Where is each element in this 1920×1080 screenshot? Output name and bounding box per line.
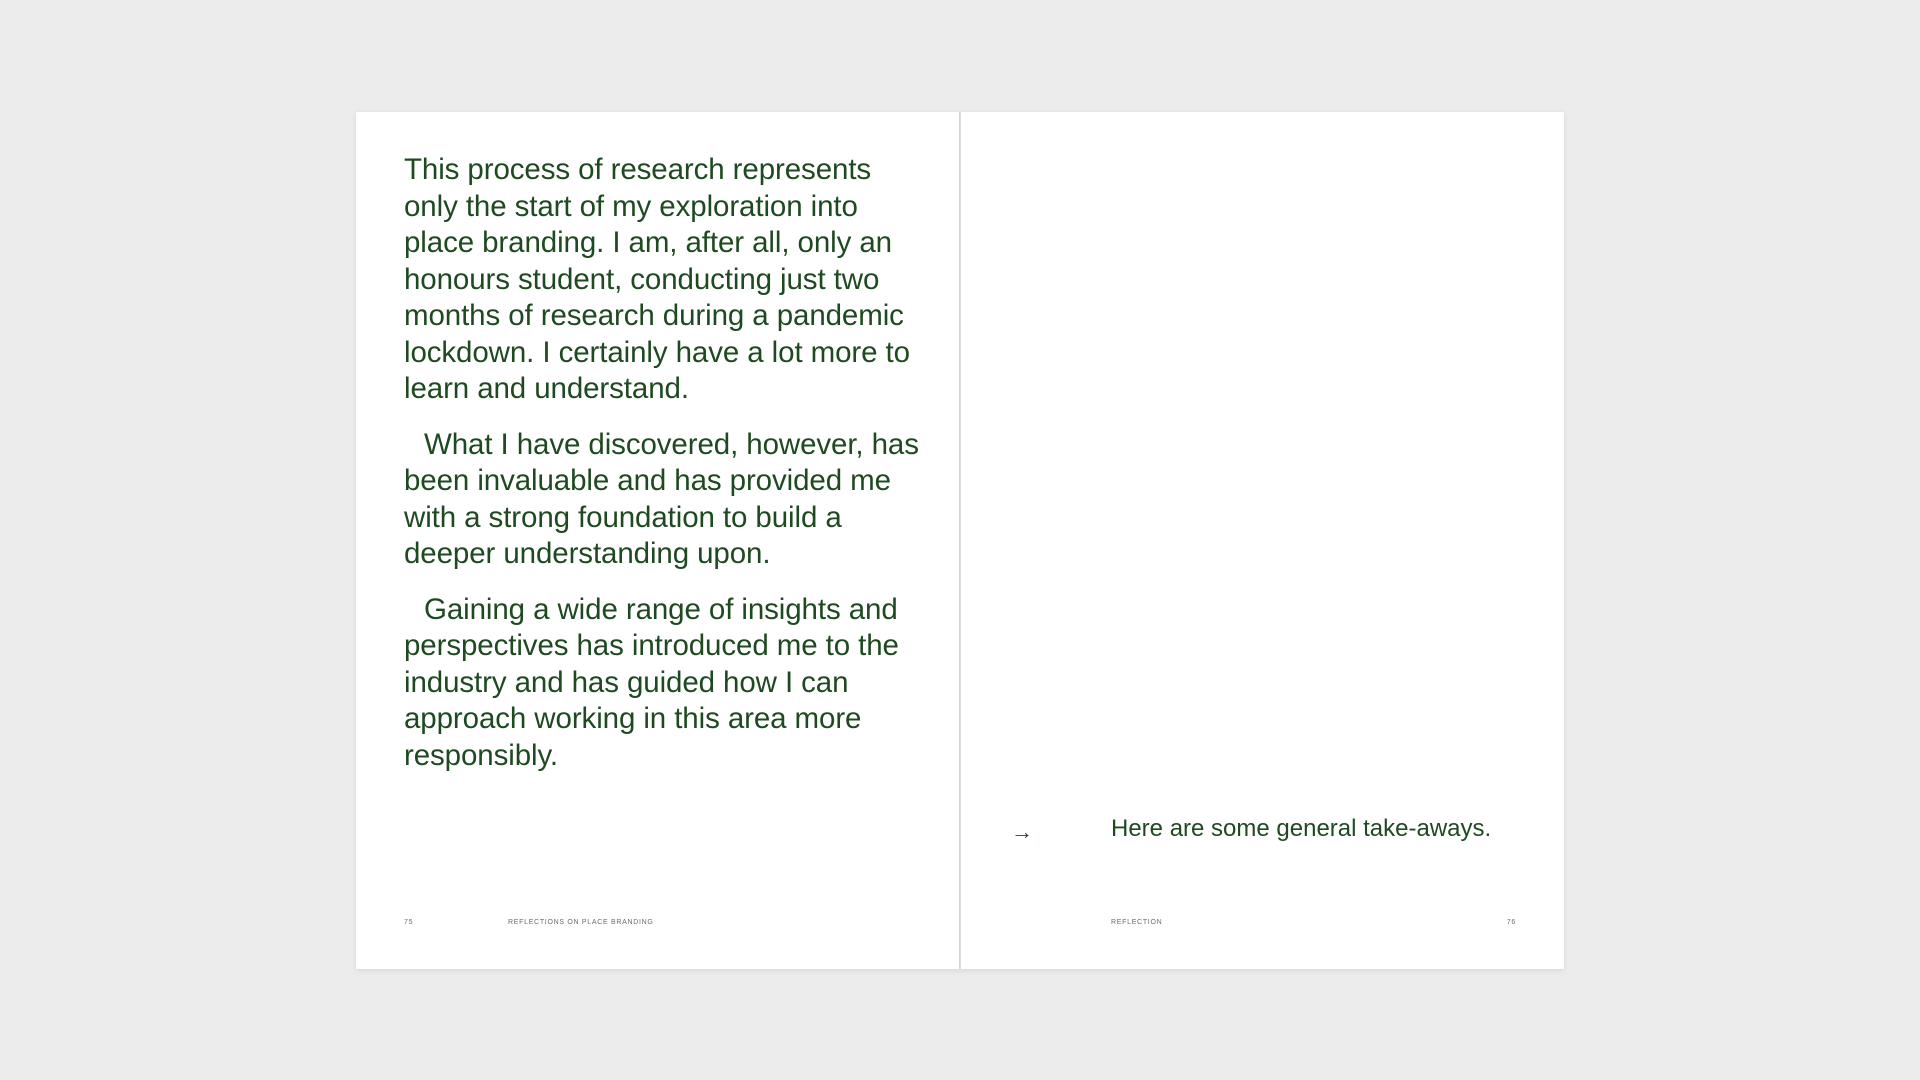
- book-spread: [356, 112, 1564, 969]
- running-head-left: REFLECTIONS ON PLACE BRANDING: [508, 919, 654, 926]
- body-text: [404, 152, 924, 774]
- page-number-right: 76: [1506, 919, 1516, 926]
- paragraph-1: This process of research represents only the start of my exploration into place branding. I am, after all, only an honours student, conducting just two months of research during a pandemic lockdown. I certainly have a lot more to learn and understand.: [404, 153, 910, 405]
- paragraph-2: What I have discovered, however, has been invaluable and has provided me with a strong foundation to build a deeper understanding upon.: [404, 427, 919, 570]
- arrow-right-icon: →: [1011, 819, 1033, 844]
- left-page: [356, 112, 959, 969]
- paragraph-3: Gaining a wide range of insights and perspectives has introduced me to the industry and has guided how I can approach working in this area more responsibly.: [404, 592, 899, 772]
- right-page: [961, 112, 1564, 969]
- takeaway-line: Here are some general take-aways.: [1111, 815, 1492, 842]
- running-head-right: REFLECTION: [1111, 919, 1163, 926]
- page-number-left: 75: [404, 919, 414, 926]
